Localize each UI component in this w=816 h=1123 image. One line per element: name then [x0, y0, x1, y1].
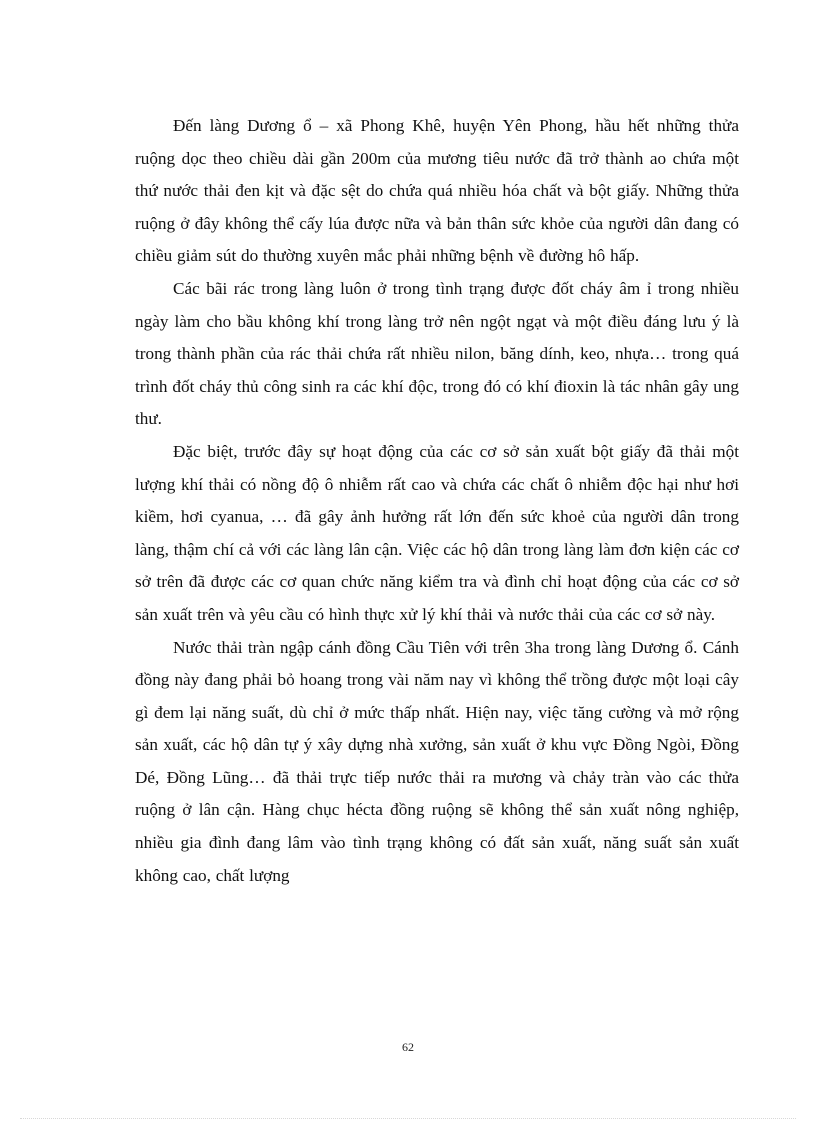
paragraph-1: Đến làng Dương ổ – xã Phong Khê, huyện Yên Phong, hầu hết những thửa ruộng dọc theo chiều dài gần 200m của mương tiêu nước đã trở thành ao chứa một thứ nước thải đen kịt và đặc sệt do chứa quá nhiều hóa chất và bột giấy. Những thửa ruộng ở đây không thể cấy lúa được nữa và bản thân sức khỏe của người dân đang có chiều giảm sút do thường xuyên mắc phải những bệnh về đường hô hấp. [135, 116, 739, 266]
body-text [135, 110, 739, 892]
page-edge-divider [20, 1118, 796, 1119]
page-number: 62 [402, 1040, 414, 1054]
paragraph-3: Đặc biệt, trước đây sự hoạt động của các cơ sở sản xuất bột giấy đã thải một lượng khí thải có nồng độ ô nhiễm rất cao và chứa các chất ô nhiễm độc hại như hơi kiềm, hơi cyanua, … đã gây ảnh hưởng rất lớn đến sức khoẻ của người dân trong làng, thậm chí cả với các làng lân cận. Việc các hộ dân trong làng làm đơn kiện các cơ sở trên đã được các cơ quan chức năng kiểm tra và đình chỉ hoạt động của các cơ sở sản xuất trên và yêu cầu có hình thực xử lý khí thải và nước thải của các cơ sở này. [135, 441, 739, 624]
paragraph-2: Các bãi rác trong làng luôn ở trong tình trạng được đốt cháy âm ỉ trong nhiều ngày làm cho bầu không khí trong làng trở nên ngột ngạt và một điều đáng lưu ý là trong thành phần của rác thải chứa rất nhiều nilon, băng dính, keo, nhựa… trong quá trình đốt cháy thủ công sinh ra các khí độc, trong đó có khí đioxin là tác nhân gây ung thư. [135, 278, 739, 429]
paragraph-4: Nước thải tràn ngập cánh đồng Cầu Tiên với trên 3ha trong làng Dương ổ. Cánh đồng này đang phải bỏ hoang trong vài năm nay vì không thể trồng được một loại cây gì đem lại năng suất, dù chỉ ở mức thấp nhất. Hiện nay, việc tăng cường và mở rộng sản xuất, các hộ dân tự ý xây dựng nhà xưởng, sản xuất ở khu vực Đồng Ngòi, Đồng Dé, Đồng Lũng… đã thải trực tiếp nước thải ra mương và chảy tràn vào các thửa ruộng ở lân cận. Hàng chục hécta đồng ruộng sẽ không thể sản xuất nông nghiệp, nhiều gia đình đang lâm vào tình trạng không có đất sản xuất, năng suất sản xuất không cao, chất lượng [135, 637, 739, 885]
